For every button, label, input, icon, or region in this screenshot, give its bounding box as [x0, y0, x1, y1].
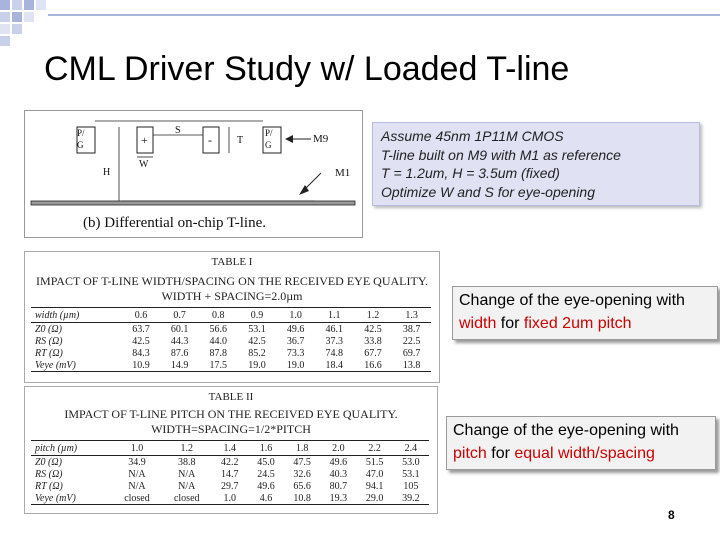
- table2-grid: [31, 440, 429, 505]
- table-cell: N/A: [128, 480, 146, 492]
- table-cell: RT (Ω): [35, 480, 63, 492]
- table-cell: 37.3: [325, 335, 344, 347]
- thickness-label: T: [237, 135, 244, 146]
- table-cell: 53.0: [402, 456, 420, 468]
- m1-label: M1: [335, 167, 351, 179]
- note-line-4: Optimize W and S for eye-opening: [381, 183, 595, 200]
- height-label: H: [103, 167, 111, 178]
- table-row: [31, 323, 431, 336]
- table-header-row: [31, 441, 429, 456]
- table-cell: 51.5: [365, 456, 384, 468]
- slide-title: CML Driver Study w/ Loaded T-line: [44, 50, 570, 88]
- table-cell: 53.1: [402, 468, 420, 480]
- table-cell: 18.4: [315, 359, 354, 372]
- table-cell: 17.5: [199, 359, 238, 372]
- table-cell: 29.0: [357, 492, 393, 505]
- table-pitch: [24, 386, 438, 514]
- plus-label: +: [141, 133, 148, 147]
- note-line-3: T = 1.2um, H = 3.5um (fixed): [381, 165, 560, 181]
- callout2-text-b: for: [486, 445, 515, 462]
- table-cell: N/A: [128, 468, 146, 480]
- table-cell: 80.7: [329, 480, 348, 492]
- table-cell: 56.6: [209, 323, 228, 335]
- table-header-cell: 1.3: [392, 308, 431, 323]
- table-cell: 87.8: [209, 347, 228, 359]
- minus-label: -: [208, 133, 212, 147]
- callout2-highlight-spacing: equal width/spacing: [514, 445, 655, 462]
- table-cell: 67.7: [364, 347, 382, 359]
- table-cell: 42.5: [132, 335, 150, 347]
- width-callout: [452, 286, 718, 340]
- table-cell: 10.9: [122, 359, 161, 372]
- table-cell: closed: [162, 492, 212, 505]
- table-cell: 65.6: [293, 480, 311, 492]
- pitch-callout: [446, 416, 716, 470]
- table-cell: 19.0: [276, 359, 315, 372]
- table-cell: 19.3: [320, 492, 356, 505]
- table-header-cell: width (µm): [31, 308, 122, 323]
- table-cell: 14.9: [160, 359, 199, 372]
- table-cell: RS (Ω): [35, 468, 63, 480]
- table-cell: 10.8: [284, 492, 320, 505]
- table-cell: 63.7: [132, 323, 150, 335]
- table-cell: 45.0: [257, 456, 275, 468]
- table1-condition: WIDTH + SPACING=2.0µm: [161, 289, 303, 303]
- table-header-cell: pitch (µm): [31, 441, 112, 456]
- top-rule: [48, 14, 720, 16]
- assumptions-box: [372, 122, 700, 206]
- table-cell: 4.6: [248, 492, 284, 505]
- table-cell: RT (Ω): [35, 347, 63, 359]
- table-header-cell: 1.6: [248, 441, 284, 456]
- table-header-cell: 1.2: [354, 308, 393, 323]
- table-cell: 47.5: [293, 456, 311, 468]
- table-cell: 94.1: [365, 480, 384, 492]
- table-cell: 46.1: [325, 323, 344, 335]
- table-cell: 13.8: [392, 359, 431, 372]
- pg-left-label: P/ G: [77, 128, 85, 150]
- callout1-highlight-pitch: fixed 2um pitch: [523, 315, 632, 332]
- callout1-text-a: Change of the eye-opening with: [459, 292, 685, 309]
- table-header-cell: 1.0: [112, 441, 162, 456]
- table-header-cell: 0.7: [160, 308, 199, 323]
- table-row: [31, 335, 431, 347]
- table-cell: 49.6: [329, 456, 348, 468]
- table-cell: 85.2: [248, 347, 266, 359]
- note-line-2: T-line built on M9 with M1 as reference: [381, 146, 621, 163]
- table-cell: closed: [112, 492, 162, 505]
- table-cell: 39.2: [393, 492, 429, 505]
- page-number: 8: [668, 508, 675, 522]
- table2-condition: WIDTH=SPACING=1/2*PITCH: [151, 422, 311, 436]
- table-header-cell: 0.8: [199, 308, 238, 323]
- table-row: [31, 359, 431, 372]
- table-cell: 49.6: [257, 480, 275, 492]
- table-cell: 19.0: [238, 359, 277, 372]
- table-cell: 53.1: [248, 323, 266, 335]
- callout1-text-b: for: [496, 315, 524, 332]
- table-cell: 47.0: [365, 468, 384, 480]
- table-cell: 73.3: [286, 347, 305, 359]
- table-cell: Z0 (Ω): [35, 456, 62, 468]
- table1-subtitle: IMPACT OF T-LINE WIDTH/SPACING ON THE RECEIVED EYE QUALITY.: [36, 274, 428, 288]
- table2-title: TABLE II: [208, 391, 254, 403]
- table-cell: Veye (mV): [31, 492, 112, 505]
- table-cell: 16.6: [354, 359, 393, 372]
- callout2-highlight-pitch: pitch: [453, 445, 487, 462]
- table-width-spacing: [24, 251, 440, 383]
- table-cell: 1.0: [212, 492, 248, 505]
- m9-label: M9: [313, 133, 329, 145]
- table-cell: 14.7: [220, 468, 239, 480]
- table-cell: 69.7: [402, 347, 421, 359]
- table-row: [31, 480, 429, 492]
- table-cell: 34.9: [128, 456, 146, 468]
- table-cell: 38.8: [177, 456, 196, 468]
- table-cell: 105: [403, 480, 419, 492]
- pg-right-label: P/ G: [265, 128, 273, 150]
- table-cell: 29.7: [220, 480, 239, 492]
- note-line-1: Assume 45nm 1P11M CMOS: [381, 128, 564, 144]
- table-cell: 42.5: [248, 335, 266, 347]
- table-row: [31, 468, 429, 480]
- table-header-cell: 1.8: [284, 441, 320, 456]
- table-cell: 36.7: [286, 335, 305, 347]
- table-cell: 49.6: [286, 323, 305, 335]
- table-header-row: [31, 308, 431, 323]
- table-cell: 42.5: [364, 323, 382, 335]
- table-cell: 87.6: [170, 347, 189, 359]
- table-header-cell: 0.6: [122, 308, 161, 323]
- table-cell: 42.2: [220, 456, 239, 468]
- table1-grid: [31, 307, 431, 372]
- table-header-cell: 2.4: [393, 441, 429, 456]
- diagram-caption: (b) Differential on-chip T-line.: [83, 215, 267, 231]
- table-header-cell: 2.2: [357, 441, 393, 456]
- table-row: [31, 347, 431, 359]
- table-cell: 44.3: [170, 335, 189, 347]
- table-cell: 22.5: [402, 335, 421, 347]
- table-cell: 44.0: [209, 335, 228, 347]
- table-cell: RS (Ω): [35, 335, 63, 347]
- table-cell: Z0 (Ω): [35, 323, 62, 335]
- table-cell: 24.5: [257, 468, 275, 480]
- table-cell: 60.1: [170, 323, 189, 335]
- table-header-cell: 1.4: [212, 441, 248, 456]
- spacing-label: S: [175, 125, 181, 136]
- table-cell: N/A: [178, 480, 196, 492]
- table-cell: 74.8: [325, 347, 344, 359]
- table-cell: Veye (mV): [31, 359, 122, 372]
- callout1-highlight-width: width: [459, 315, 497, 332]
- table-cell: 32.6: [293, 468, 311, 480]
- table-row: [31, 456, 429, 469]
- table-header-cell: 0.9: [238, 308, 277, 323]
- table-header-cell: 2.0: [320, 441, 356, 456]
- tline-diagram: [24, 110, 363, 238]
- table-row: [31, 492, 429, 505]
- table-cell: 38.7: [402, 323, 421, 335]
- table1-title: TABLE I: [211, 256, 253, 268]
- table-cell: 40.3: [329, 468, 348, 480]
- table-cell: 84.3: [132, 347, 150, 359]
- callout2-text-a: Change of the eye-opening with: [453, 422, 679, 439]
- table2-subtitle: IMPACT OF T-LINE PITCH ON THE RECEIVED EYE QUALITY.: [64, 407, 398, 421]
- width-label: W: [139, 159, 149, 170]
- table-cell: 33.8: [364, 335, 382, 347]
- table-header-cell: 1.0: [276, 308, 315, 323]
- table-header-cell: 1.1: [315, 308, 354, 323]
- table-cell: N/A: [178, 468, 196, 480]
- table-header-cell: 1.2: [162, 441, 212, 456]
